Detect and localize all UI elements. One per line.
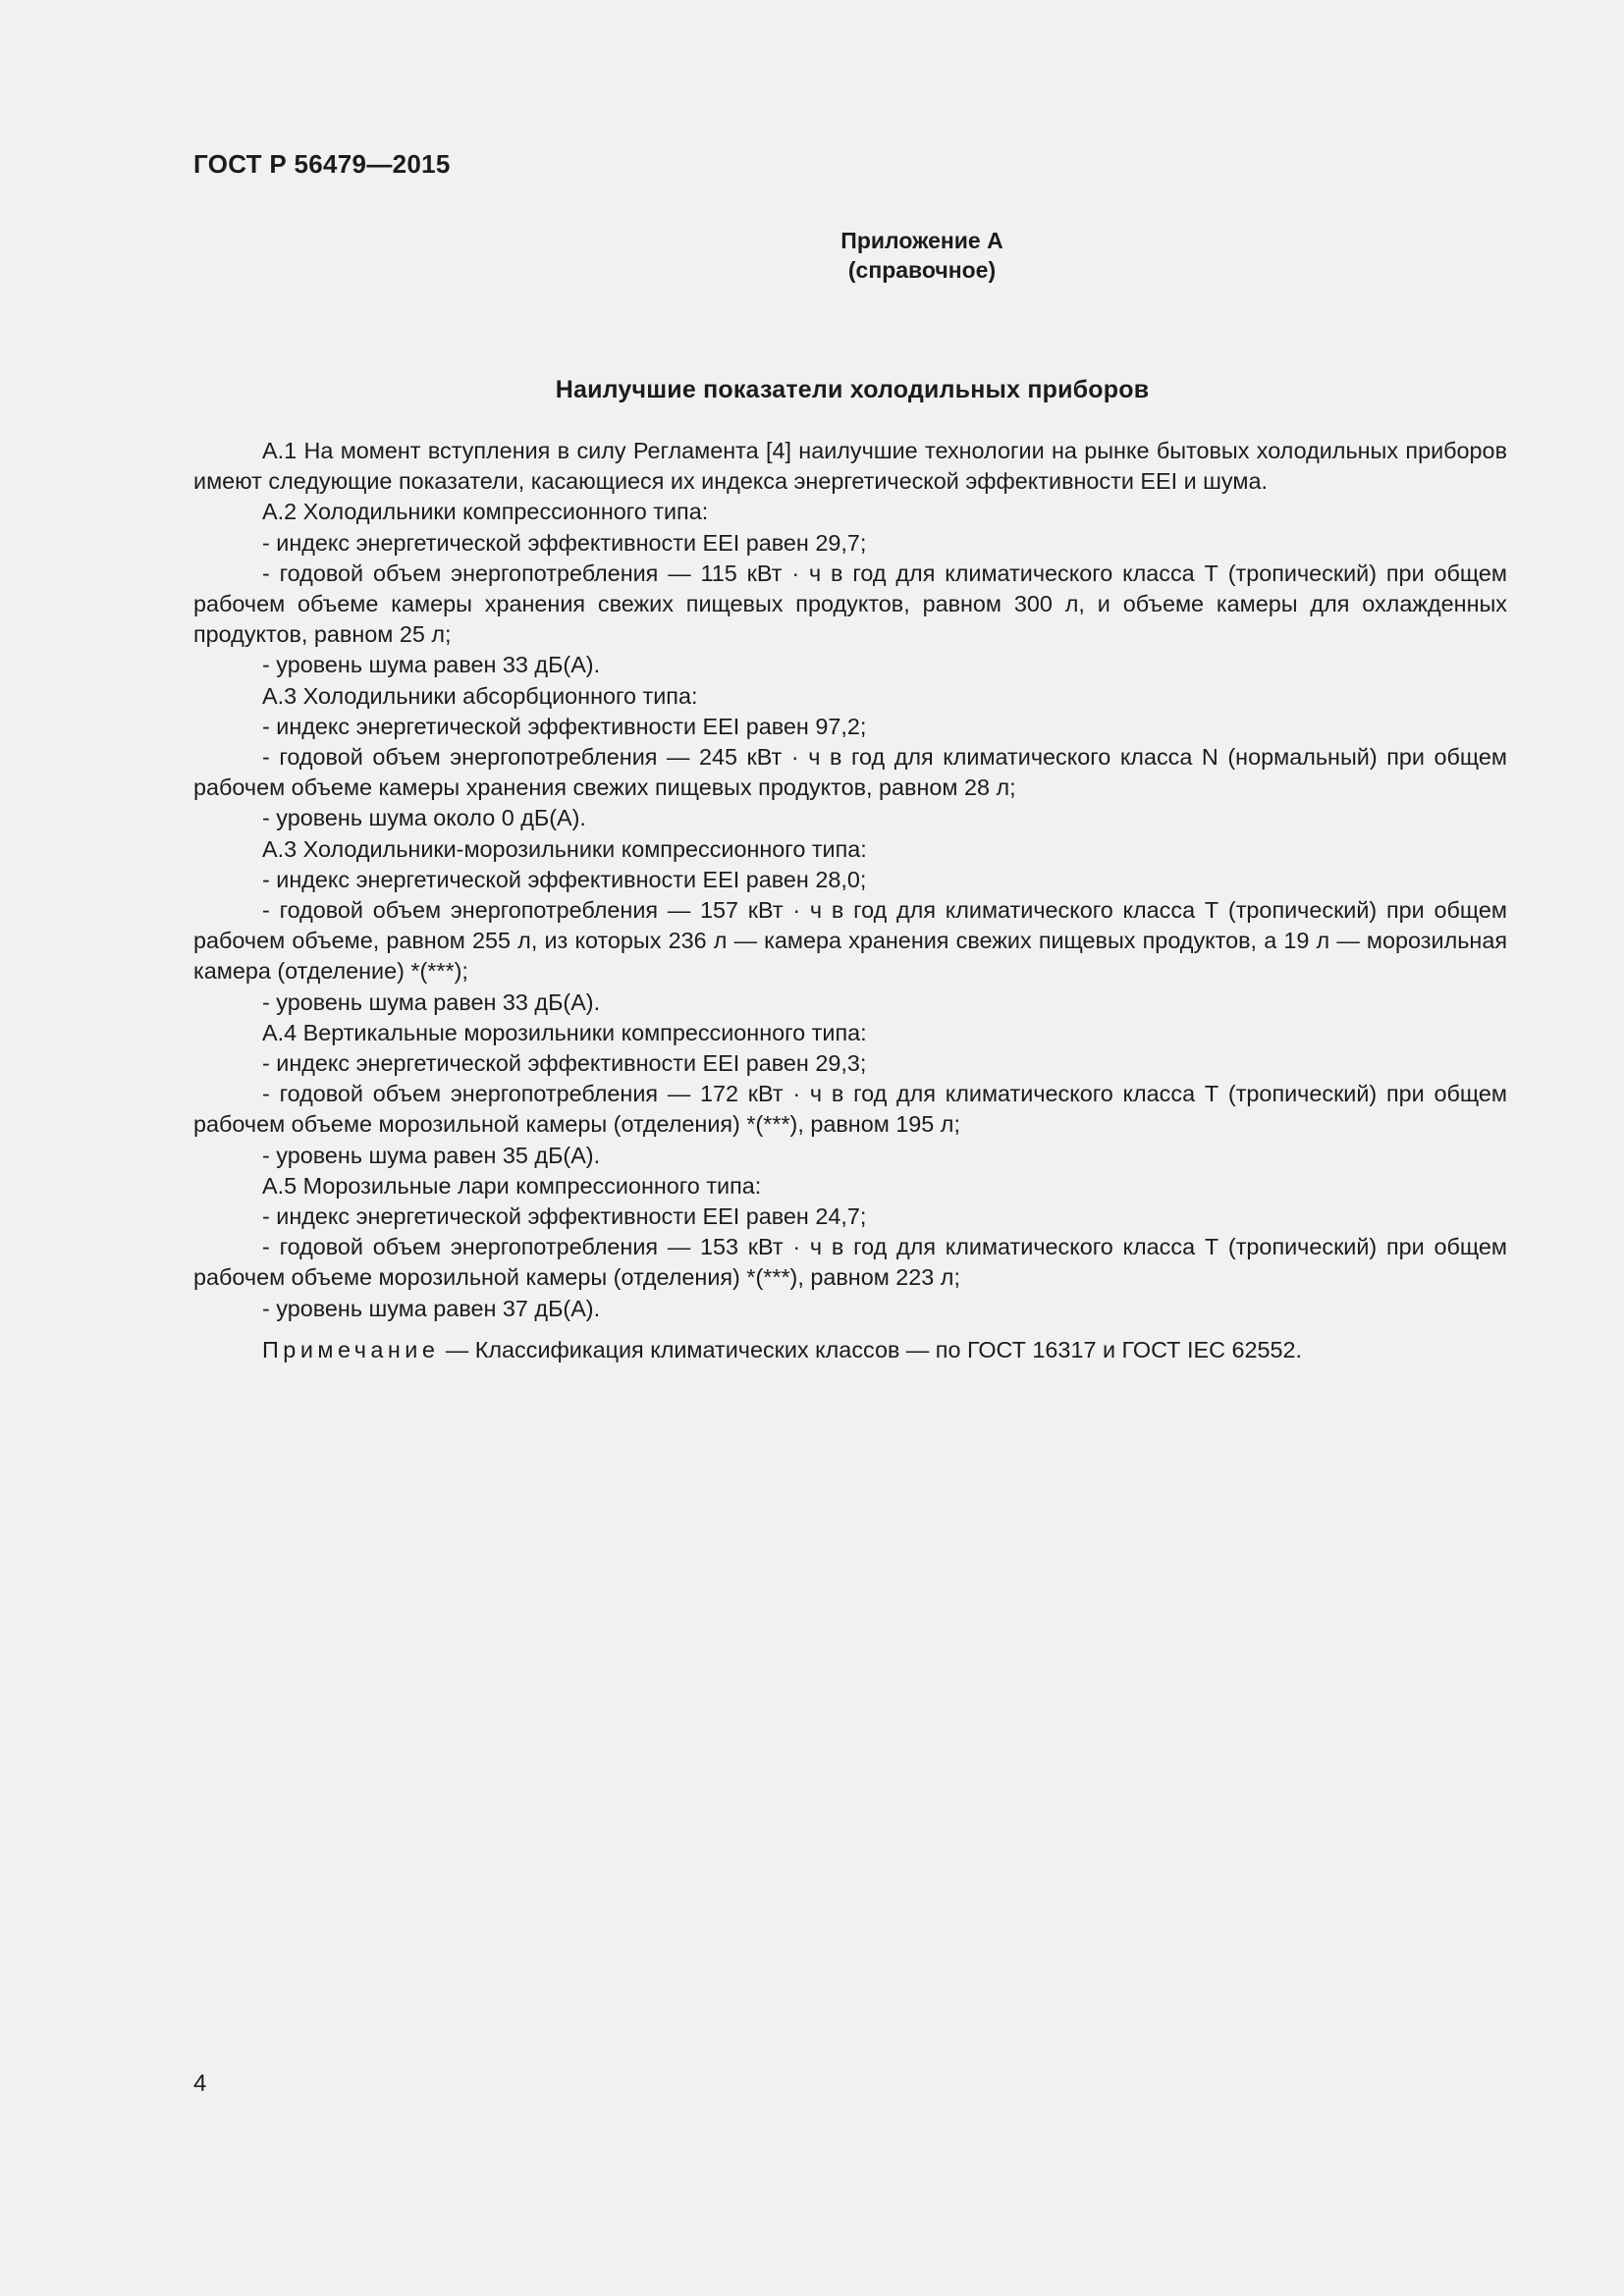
paragraph-a5-heading: А.5 Морозильные лари компрессионного типа:	[262, 1172, 762, 1199]
list-item: - уровень шума равен 35 дБ(А).	[262, 1142, 601, 1168]
paragraph-a3-heading: А.3 Холодильники абсорбционного типа:	[262, 682, 698, 709]
note	[193, 1335, 1507, 1365]
list-item: - индекс энергетической эффективности EEI равен 28,0;	[262, 866, 867, 892]
list-item: - уровень шума равен 33 дБ(А).	[262, 652, 601, 678]
paragraph-a1: А.1 На момент вступления в силу Регламента [4] наилучшие технологии на рынке бытовых холодильных приборов имеют следующие показатели, касающиеся их индекса энергетической эффективности EEI и шума.	[193, 438, 1507, 495]
document-code: ГОСТ Р 56479—2015	[193, 149, 451, 179]
list-item: - индекс энергетической эффективности EEI равен 97,2;	[262, 713, 867, 739]
appendix-title: Приложение А	[840, 228, 1003, 253]
document-body	[193, 436, 1507, 1365]
list-item: - уровень шума около 0 дБ(А).	[262, 805, 586, 831]
list-item: - индекс энергетической эффективности EEI равен 29,7;	[262, 529, 867, 556]
list-item: - индекс энергетической эффективности EEI равен 24,7;	[262, 1203, 867, 1230]
list-item: - годовой объем энергопотребления — 157 кВт · ч в год для климатического класса Т (тропический) при общем рабочем объеме, равном 255 л, из которых 236 л — камера хранения свежих пищевых продуктов, а 19 л — морозильная камера (отделение) *(***);	[193, 897, 1507, 985]
list-item: - индекс энергетической эффективности EEI равен 29,3;	[262, 1050, 867, 1077]
appendix-heading	[265, 226, 1579, 285]
note-label: Примечание	[262, 1336, 440, 1362]
page-number: 4	[193, 2070, 207, 2097]
list-item: - уровень шума равен 33 дБ(А).	[262, 988, 601, 1015]
list-item: - годовой объем энергопотребления — 172 кВт · ч в год для климатического класса Т (тропический) при общем рабочем объеме морозильной камеры (отделения) *(***), равном 195 л;	[193, 1081, 1507, 1138]
appendix-subtitle: (справочное)	[847, 257, 997, 283]
paragraph-a4-heading: А.4 Вертикальные морозильники компрессионного типа:	[262, 1019, 867, 1045]
list-item: - годовой объем энергопотребления — 153 кВт · ч в год для климатического класса Т (тропический) при общем рабочем объеме морозильной камеры (отделения) *(***), равном 223 л;	[193, 1234, 1507, 1291]
section-title: Наилучшие показатели холодильных приборов	[555, 376, 1150, 403]
paragraph-a3-fridge-freezer-heading: А.3 Холодильники-морозильники компрессионного типа:	[262, 835, 867, 862]
note-text: — Классификация климатических классов — по ГОСТ 16317 и ГОСТ IEC 62552.	[439, 1336, 1302, 1362]
list-item: - уровень шума равен 37 дБ(А).	[262, 1295, 601, 1321]
paragraph-a2-heading: А.2 Холодильники компрессионного типа:	[262, 499, 709, 525]
list-item: - годовой объем энергопотребления — 245 кВт · ч в год для климатического класса N (нормальный) при общем рабочем объеме камеры хранения свежих пищевых продуктов, равном 28 л;	[193, 744, 1507, 801]
list-item: - годовой объем энергопотребления — 115 кВт · ч в год для климатического класса Т (тропический) при общем рабочем объеме камеры хранения свежих пищевых продуктов, равном 300 л, и объеме камеры для охлажденных продуктов, равном 25 л;	[193, 560, 1507, 648]
